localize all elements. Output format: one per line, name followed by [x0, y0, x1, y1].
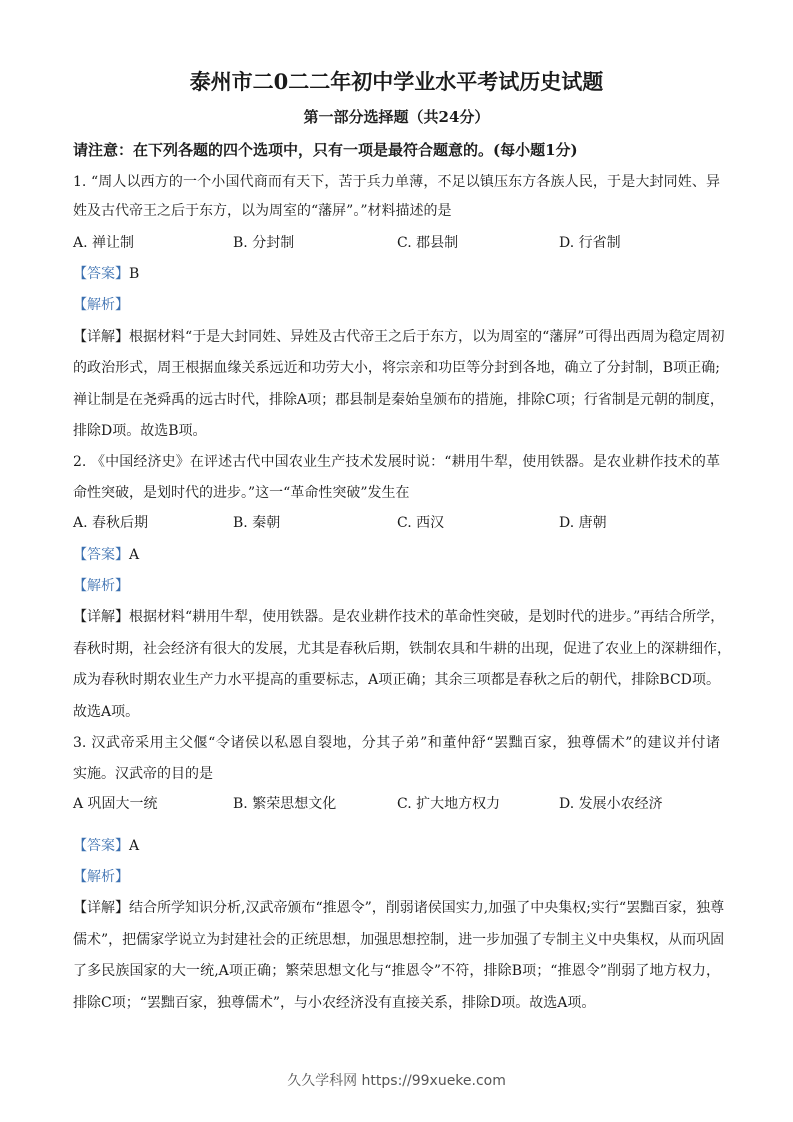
- question-stem-line: 1. “周人以西方的一个小国代商而有天下，苦于兵力单薄，不足以镇压东方各族人民，于是大封同姓、异: [73, 174, 720, 190]
- option-a: A. 春秋后期: [73, 515, 149, 531]
- option-d: D. 发展小农经济: [559, 796, 663, 812]
- detail-line: 【详解】根据材料“耕用牛犁，使用铁器。是农业耕作技术的革命性突破，是划时代的进步。”再结合所学，: [73, 609, 725, 625]
- answer-tag: 【答案】: [73, 547, 129, 563]
- detail-line: 排除C项；“罢黜百家，独尊儒术”，与小农经济没有直接关系，排除D项。故选A项。: [73, 995, 596, 1011]
- exam-title: 泰州市二0二二年初中学业水平考试历史试题: [189, 69, 604, 94]
- question-stem-line: 姓及古代帝王之后于东方，以为周室的“藩屏”。”材料描述的是: [73, 203, 452, 219]
- answer-value: B: [129, 266, 140, 282]
- option-c: C. 郡县制: [397, 235, 459, 251]
- question-stem-line: 3. 汉武帝采用主父偃“令诸侯以私恩自裂地，分其子弟”和董仲舒“罢黜百家，独尊儒术”的建议并付诸: [73, 735, 720, 751]
- detail-line: 的政治形式，周王根据血缘关系远近和功劳大小，将宗亲和功臣等分封到各地，确立了分封制，B项正确;: [73, 360, 720, 376]
- analysis-tag: 【解析】: [73, 578, 129, 594]
- answer-value: A: [129, 838, 140, 854]
- part-title: 第一部分选择题（共24分）: [303, 108, 490, 126]
- option-a: A 巩固大一统: [73, 796, 158, 812]
- detail-line: 儒术”，把儒家学说立为封建社会的正统思想，加强思想控制，进一步加强了专制主义中央集权，从而巩固: [73, 932, 725, 948]
- option-c: C. 扩大地方权力: [397, 796, 501, 812]
- notice-text: 请注意：在下列各题的四个选项中，只有一项是最符合题意的。(每小题1分): [73, 141, 578, 159]
- detail-line: 【详解】根据材料“于是大封同姓、异姓及古代帝王之后于东方，以为周室的“藩屏”可得出西周为稳定周初: [73, 329, 725, 345]
- option-c: C. 西汉: [397, 515, 445, 531]
- question-stem-line: 实施。汉武帝的目的是: [73, 766, 213, 782]
- answer-tag: 【答案】: [73, 838, 129, 854]
- answer-tag: 【答案】: [73, 266, 129, 282]
- option-b: B. 分封制: [233, 235, 295, 251]
- option-d: D. 行省制: [559, 235, 621, 251]
- option-b: B. 秦朝: [233, 515, 281, 531]
- footer-watermark[interactable]: 久久学科网 https://99xueke.com: [287, 1073, 506, 1089]
- answer-line: [73, 264, 139, 284]
- detail-line: 春秋时期，社会经济有很大的发展，尤其是春秋后期，铁制农具和牛耕的出现，促进了农业上的深耕细作，: [73, 641, 731, 657]
- analysis-tag: 【解析】: [73, 869, 129, 885]
- detail-line: 成为春秋时期农业生产力水平提高的重要标志，A项正确；其余三项都是春秋之后的朝代，排除BCD项。: [73, 672, 720, 688]
- detail-line: 了多民族国家的大一统,A项正确；繁荣思想文化与“推恩令”不符，排除B项；“推恩令”削弱了地方权力，: [73, 963, 720, 979]
- detail-line: 故选A项。: [73, 704, 140, 720]
- question-stem-line: 命性突破，是划时代的进步。”这一“革命性突破”发生在: [73, 485, 410, 501]
- answer-value: A: [129, 547, 140, 563]
- analysis-tag: 【解析】: [73, 297, 129, 313]
- question-stem-line: 2. 《中国经济史》在评述古代中国农业生产技术发展时说：“耕用牛犁，使用铁器。是农业耕作技术的革: [73, 454, 720, 470]
- detail-line: 禅让制是在尧舜禹的远古时代，排除A项；郡县制是秦始皇颁布的措施，排除C项；行省制是元朝的制度，: [73, 392, 724, 408]
- option-a: A. 禅让制: [73, 235, 135, 251]
- option-b: B. 繁荣思想文化: [233, 796, 337, 812]
- detail-line: 【详解】结合所学知识分析,汉武帝颁布“推恩令”，削弱诸侯国实力,加强了中央集权;实行“罢黜百家，独尊: [73, 900, 725, 916]
- option-d: D. 唐朝: [559, 515, 607, 531]
- answer-line: [73, 836, 139, 856]
- answer-line: [73, 545, 139, 565]
- detail-line: 排除D项。故选B项。: [73, 423, 207, 439]
